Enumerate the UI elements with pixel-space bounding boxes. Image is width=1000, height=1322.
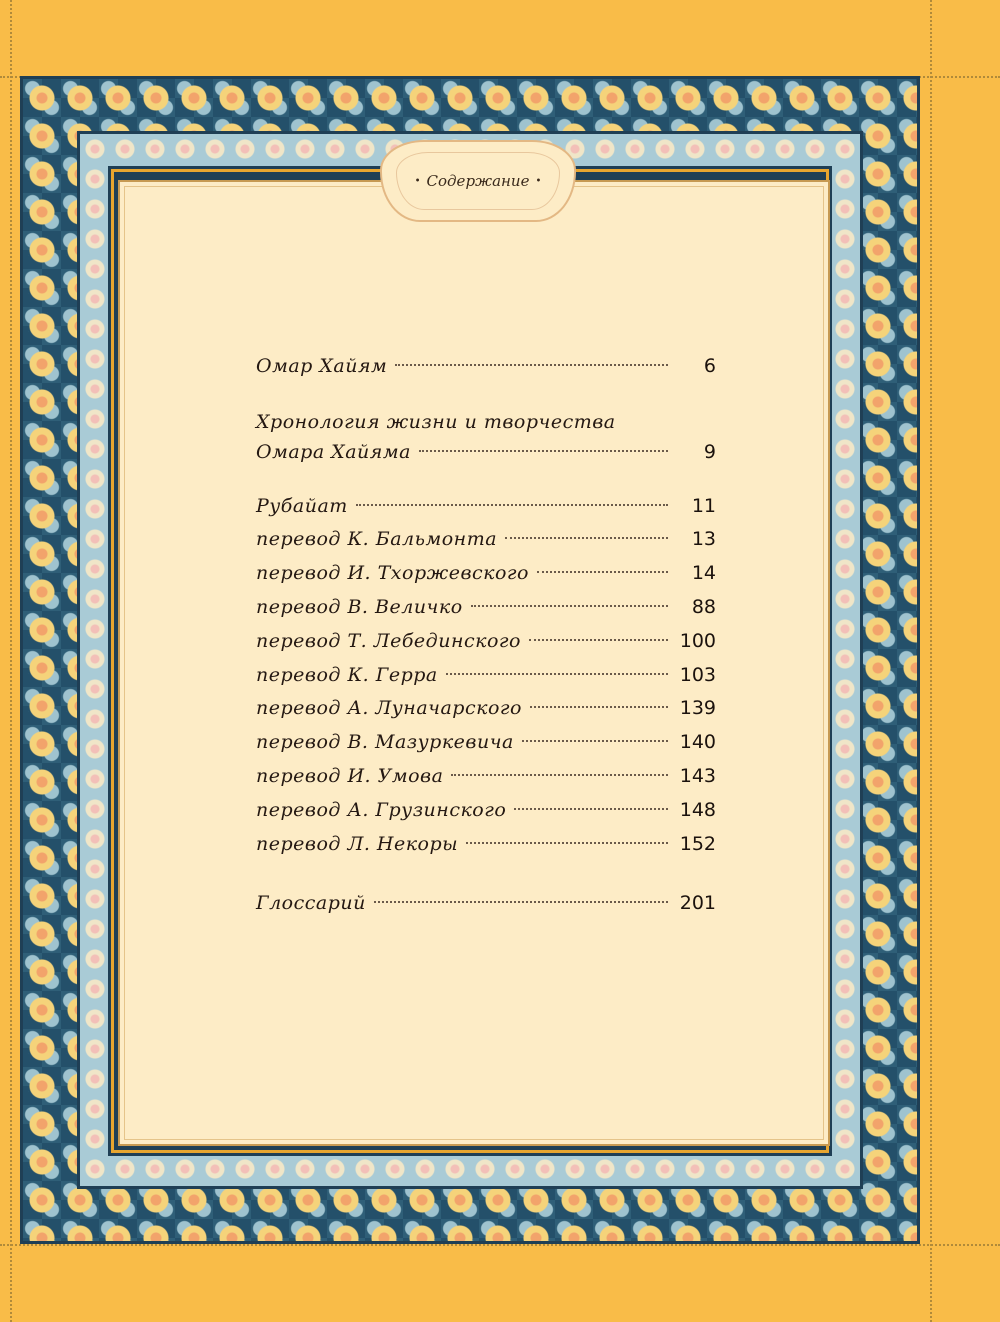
toc-page-number: 14 [691, 562, 716, 585]
toc-page-number: 11 [691, 494, 716, 517]
toc-page-number: 6 [703, 355, 716, 377]
spacer [256, 384, 716, 404]
toc-entry-label: перевод В. Мазуркевича [256, 731, 514, 754]
toc-entry[interactable] [256, 887, 716, 921]
dot-leader [529, 639, 668, 641]
dot-leader [471, 605, 668, 607]
toc-page-number: 152 [679, 832, 716, 855]
toc-page-number: 140 [679, 731, 716, 754]
spacer [256, 470, 716, 490]
toc-page-number: 139 [679, 697, 716, 720]
toc-entry[interactable] [256, 350, 716, 384]
toc-entry[interactable] [256, 490, 716, 524]
toc-entry-label: перевод В. Величко [256, 595, 463, 618]
toc-page-number: 100 [679, 629, 716, 652]
dot-leader [514, 808, 668, 810]
toc-entry-label: перевод Л. Некоры [256, 832, 459, 855]
toc-entry-label: перевод Т. Лебединского [256, 629, 521, 652]
toc-entry-label: Омара Хайяма [256, 440, 411, 463]
dot-leader [395, 364, 668, 366]
toc-entry-label: перевод К. Герра [256, 663, 438, 686]
toc-entry[interactable] [256, 828, 716, 862]
toc-page-number: 88 [691, 595, 716, 618]
dot-leader [505, 537, 668, 539]
bottom-dotted-guide [0, 1244, 1000, 1246]
toc-entry[interactable] [256, 625, 716, 659]
toc-entry[interactable] [256, 794, 716, 828]
toc-entry[interactable] [256, 760, 716, 794]
toc-entry[interactable] [256, 591, 716, 625]
toc-entry-label: перевод К. Бальмонта [256, 528, 498, 551]
dot-leader [374, 901, 668, 903]
title-bullet-left: • [414, 175, 421, 187]
toc-entry-label: перевод А. Луначарского [256, 697, 522, 720]
toc-page-number: 201 [679, 892, 716, 915]
toc-entry-label: перевод И. Умова [256, 764, 444, 787]
table-of-contents [256, 350, 716, 921]
toc-page-number: 143 [679, 764, 716, 787]
toc-entry[interactable] [256, 726, 716, 760]
dot-leader [466, 842, 668, 844]
toc-entry[interactable] [256, 692, 716, 726]
page-title: Содержание [426, 172, 530, 190]
toc-entry-label: перевод И. Тхоржевского [256, 562, 529, 585]
dot-leader [537, 571, 668, 573]
toc-entry-label: перевод А. Грузинского [256, 798, 507, 821]
dot-leader [356, 504, 668, 506]
title-bullet-right: • [535, 175, 542, 187]
toc-entry[interactable] [256, 523, 716, 557]
toc-entry[interactable] [256, 557, 716, 591]
toc-entry[interactable] [256, 436, 716, 470]
dot-leader [451, 774, 668, 776]
toc-page-number: 13 [691, 528, 716, 551]
title-cartouche [380, 140, 576, 222]
toc-entry-label: Глоссарий [256, 892, 366, 915]
dot-leader [446, 673, 668, 675]
dot-leader [530, 706, 668, 708]
left-dotted-guide [10, 0, 12, 1322]
dot-leader [522, 740, 668, 742]
toc-page-number: 103 [679, 663, 716, 686]
toc-page-number: 9 [703, 440, 716, 463]
toc-entry-label: Рубайат [256, 494, 348, 517]
toc-entry-label: Омар Хайям [256, 355, 388, 377]
dot-leader [419, 450, 668, 452]
right-dotted-guide [930, 0, 932, 1322]
toc-page-number: 148 [679, 798, 716, 821]
toc-entry[interactable] [256, 659, 716, 693]
toc-entry-label-line1[interactable]: Хронология жизни и творчества [256, 410, 616, 433]
spacer [256, 861, 716, 887]
